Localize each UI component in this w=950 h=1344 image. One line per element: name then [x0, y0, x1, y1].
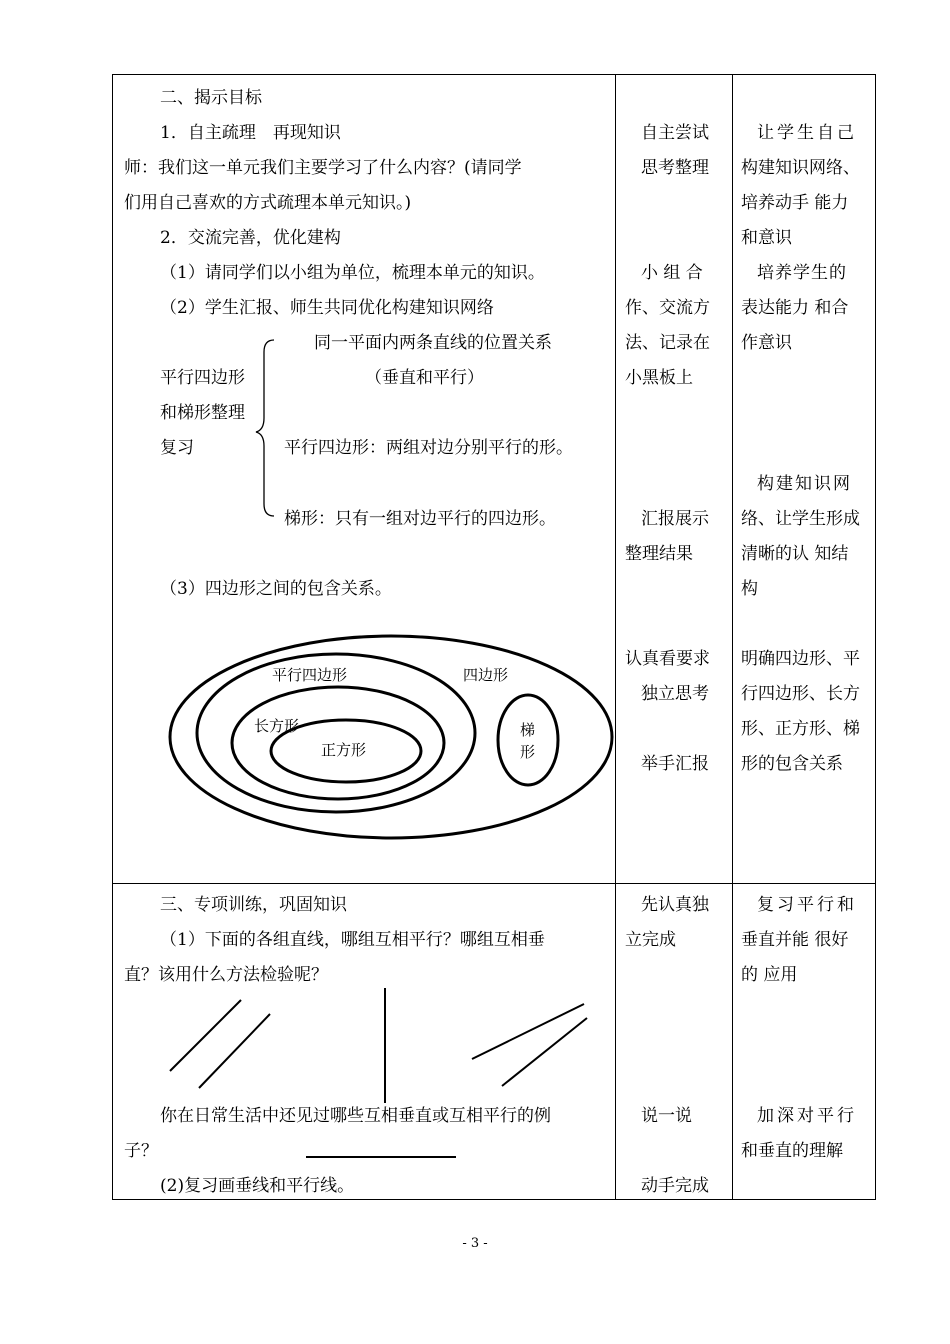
brace-item: （垂直和平行） — [365, 368, 484, 388]
student-activity: 独立思考 — [641, 684, 709, 704]
paragraph-line: (2)复习画垂线和平行线。 — [160, 1176, 355, 1196]
design-intent: 构建知识网络、 — [741, 158, 860, 178]
section-heading: 三、专项训练，巩固知识 — [160, 895, 347, 915]
design-intent: 和意识 — [741, 228, 792, 248]
student-activity: 说一说 — [641, 1106, 692, 1126]
design-intent: 清晰的认 知结 — [741, 544, 849, 564]
venn-label-square: 正方形 — [321, 741, 367, 759]
paragraph-line: 你在日常生活中还见过哪些互相垂直或互相平行的例 — [160, 1106, 551, 1126]
design-intent: 培养动手 能力 — [741, 193, 849, 213]
design-intent: 构建知识网 — [757, 474, 852, 494]
student-activity: 先认真独 — [641, 895, 709, 915]
design-intent: 和垂直的理解 — [741, 1141, 843, 1161]
brace-item: 梯形：只有一组对边平行的四边形。 — [284, 509, 556, 529]
design-intent: 络、让学生形成 — [741, 509, 860, 529]
design-intent: 加深对平行 — [757, 1106, 857, 1126]
paragraph-line: 师：我们这一单元我们主要学习了什么内容？(请同学 — [124, 158, 522, 178]
list-item: （2）学生汇报、师生共同优化构建知识网络 — [160, 298, 494, 318]
design-intent: 复习平行和 — [757, 895, 857, 915]
paragraph-line: 们用自己喜欢的方式疏理本单元知识。) — [124, 193, 412, 213]
brace-label: 平行四边形 — [160, 368, 245, 388]
line-group-1a — [170, 1000, 241, 1071]
design-intent: 行四边形、长方 — [741, 684, 860, 704]
student-activity: 立完成 — [625, 930, 676, 950]
paragraph-line: 直？该用什么方法检验呢？ — [124, 965, 328, 985]
student-activity: 小黑板上 — [625, 368, 693, 388]
step-title: 1．自主疏理 再现知识 — [160, 123, 341, 143]
student-activity: 法、记录在 — [625, 333, 710, 353]
student-activity: 小 组 合 — [641, 263, 703, 283]
venn-label-trapezoid: 梯 — [520, 721, 536, 739]
line-group-3a — [472, 1004, 584, 1059]
design-intent: 垂直并能 很好 — [741, 930, 849, 950]
design-intent: 形、正方形、梯 — [741, 719, 860, 739]
step-title: 2．交流完善，优化建构 — [160, 228, 341, 248]
student-activity: 自主尝试 — [641, 123, 709, 143]
venn-quadrilateral — [170, 636, 612, 838]
brace-item: 平行四边形：两组对边分别平行的形。 — [284, 438, 573, 458]
paragraph-line: （1）下面的各组直线，哪组互相平行？哪组互相垂 — [160, 930, 545, 950]
student-activity: 整理结果 — [625, 544, 693, 564]
brace-item: 同一平面内两条直线的位置关系 — [314, 333, 552, 353]
design-intent: 表达能力 和合 — [741, 298, 849, 318]
student-activity: 作、交流方 — [625, 298, 710, 318]
student-activity: 认真看要求 — [625, 649, 710, 669]
venn-label-rectangle: 长方形 — [254, 717, 300, 735]
page-number: - 3 - — [462, 1236, 488, 1251]
venn-label-trapezoid: 形 — [520, 743, 536, 761]
venn-trapezoid — [498, 695, 558, 785]
design-intent: 明确四边形、平 — [741, 649, 860, 669]
student-activity: 思考整理 — [641, 158, 709, 178]
list-item: （3）四边形之间的包含关系。 — [160, 579, 392, 599]
brace-label: 和梯形整理 — [160, 403, 245, 423]
paragraph-line: 子？ — [124, 1141, 158, 1161]
line-group-3b — [502, 1018, 587, 1086]
design-intent: 的 应用 — [741, 965, 798, 985]
student-activity: 动手完成 — [641, 1176, 709, 1196]
venn-label-quadrilateral: 四边形 — [463, 666, 509, 684]
design-intent: 培养学生的 — [757, 263, 847, 283]
design-intent: 让学生自己 — [757, 123, 857, 143]
design-intent: 形的包含关系 — [741, 754, 843, 774]
design-intent: 作意识 — [741, 333, 792, 353]
design-intent: 构 — [741, 579, 758, 599]
venn-label-parallelogram: 平行四边形 — [272, 666, 348, 684]
curly-brace — [256, 340, 274, 516]
brace-label: 复习 — [160, 438, 194, 458]
student-activity: 举手汇报 — [641, 754, 709, 774]
line-group-1b — [199, 1014, 270, 1088]
student-activity: 汇报展示 — [641, 509, 709, 529]
section-heading: 二、揭示目标 — [160, 88, 262, 108]
list-item: （1）请同学们以小组为单位，梳理本单元的知识。 — [160, 263, 545, 283]
